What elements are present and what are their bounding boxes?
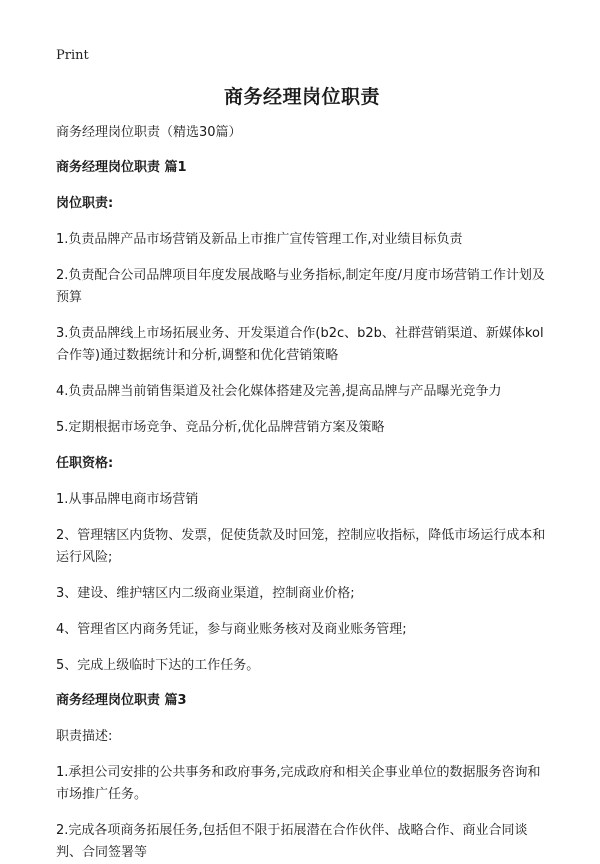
duty-item: 5.定期根据市场竞争、竞品分析,优化品牌营销方案及策略 <box>56 420 385 435</box>
page-title: 商务经理岗位职责 <box>223 86 380 108</box>
description-item: 2.完成各项商务拓展任务,包括但不限于拓展潜在合作伙伴、战略合作、商业合同谈判、合同签署等 <box>56 823 528 860</box>
section-1 <box>56 157 548 677</box>
description-heading: 职责描述: <box>56 729 113 744</box>
qualifications-heading: 任职资格: <box>56 456 114 471</box>
qualification-item: 2、管理辖区内货物、发票，促使货款及时回笼，控制应收指标，降低市场运行成本和运行风险; <box>56 528 546 565</box>
qualification-item: 4、管理省区内商务凭证，参与商业账务核对及商业账务管理; <box>56 622 407 637</box>
qualification-item: 5、完成上级临时下达的工作任务。 <box>56 658 260 673</box>
section-heading: 商务经理岗位职责 篇1 <box>56 160 187 175</box>
document-subtitle: 商务经理岗位职责（精选30篇） <box>56 125 242 140</box>
duty-item: 4.负责品牌当前销售渠道及社会化媒体搭建及完善,提高品牌与产品曝光竞争力 <box>56 384 502 399</box>
duty-item: 1.负责品牌产品市场营销及新品上市推广宣传管理工作,对业绩目标负责 <box>56 232 463 247</box>
duties-heading: 岗位职责: <box>56 196 114 211</box>
section-heading: 商务经理岗位职责 篇3 <box>56 693 187 708</box>
qualification-item: 1.从事品牌电商市场营销 <box>56 492 199 507</box>
print-link[interactable]: Print <box>56 48 89 63</box>
qualification-item: 3、建设、维护辖区内二级商业渠道，控制商业价格; <box>56 586 355 601</box>
section-3 <box>56 690 548 864</box>
duty-item: 2.负责配合公司品牌项目年度发展战略与业务指标,制定年度/月度市场营销工作计划及预算 <box>56 268 545 305</box>
duty-item: 3.负责品牌线上市场拓展业务、开发渠道合作(b2c、b2b、社群营销渠道、新媒体kol合作等)通过数据统计和分析,调整和优化营销策略 <box>56 326 544 363</box>
description-item: 1.承担公司安排的公共事务和政府事务,完成政府和相关企事业单位的数据服务咨询和市场推广任务。 <box>56 765 541 802</box>
